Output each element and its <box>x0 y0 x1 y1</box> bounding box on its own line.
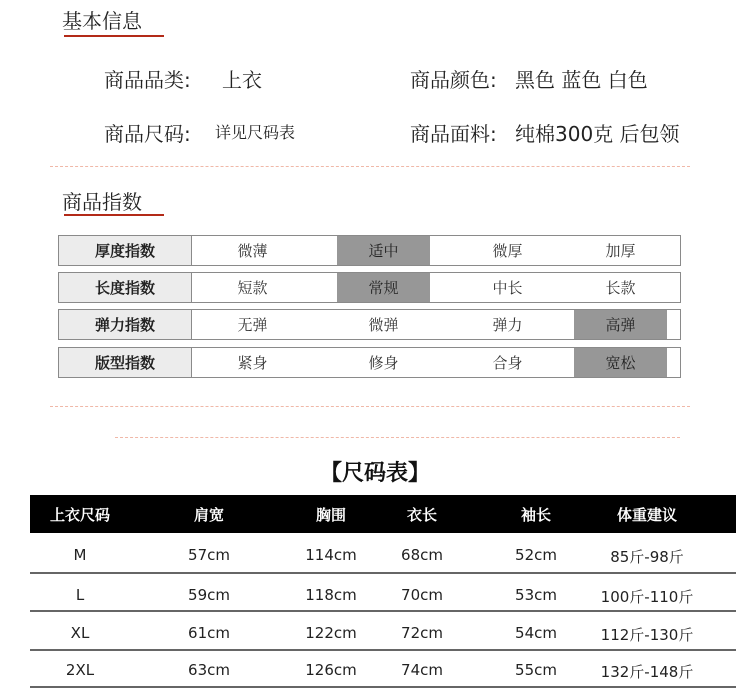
size-table-header-cell: 衣长 <box>406 506 438 524</box>
index-option: 弹力 <box>492 316 523 334</box>
size-table-cell: 70cm <box>401 586 443 604</box>
size-table-cell: 57cm <box>188 546 230 564</box>
size-table-size-cell: 2XL <box>65 661 95 679</box>
size-table-cell: 114cm <box>305 546 357 564</box>
size-table-cell: 126cm <box>305 661 357 679</box>
index-row-label: 厚度指数 <box>59 236 192 265</box>
index-option-selected: 宽松 <box>574 348 667 377</box>
size-table-cell: 74cm <box>401 661 443 679</box>
index-row <box>58 272 681 303</box>
size-table-cell: 122cm <box>305 624 357 642</box>
size-table-cell: 59cm <box>188 586 230 604</box>
section-divider <box>50 166 690 167</box>
size-value: 详见尺码表 <box>215 123 296 142</box>
fabric-value: 纯棉300克 后包领 <box>515 122 680 146</box>
index-option-selected: 高弹 <box>574 310 667 339</box>
index-option: 短款 <box>237 279 268 297</box>
size-table-cell: 53cm <box>515 586 557 604</box>
index-option: 长款 <box>605 279 636 297</box>
size-table-header-cell: 上衣尺码 <box>49 506 111 524</box>
category-label: 商品品类: <box>104 68 191 92</box>
size-table-title: 【尺码表】 <box>320 461 431 486</box>
size-table-row-divider <box>30 610 736 612</box>
section-divider <box>50 406 690 407</box>
size-table-cell: 132斤-148斤 <box>600 663 694 681</box>
size-table-size-cell: M <box>73 546 87 564</box>
size-table-row-divider <box>30 572 736 574</box>
index-option: 修身 <box>368 354 399 372</box>
size-table-cell: 54cm <box>515 624 557 642</box>
index-option: 微厚 <box>492 242 523 260</box>
size-table-cell: 72cm <box>401 624 443 642</box>
index-option-selected: 常规 <box>337 273 430 302</box>
index-option: 加厚 <box>605 242 636 260</box>
basic-info-title: 基本信息 <box>62 9 142 33</box>
index-option-selected: 适中 <box>337 236 430 265</box>
product-index-underline <box>64 214 164 216</box>
color-label: 商品颜色: <box>410 68 497 92</box>
index-row-label: 长度指数 <box>59 273 192 302</box>
size-table-cell: 85斤-98斤 <box>610 548 684 566</box>
index-option: 无弹 <box>237 316 268 334</box>
size-table-header-cell: 肩宽 <box>193 506 225 524</box>
size-table-cell: 100斤-110斤 <box>600 588 694 606</box>
size-table-cell: 118cm <box>305 586 357 604</box>
index-option: 微薄 <box>237 242 268 260</box>
index-row <box>58 347 681 378</box>
index-row-label: 版型指数 <box>59 348 192 377</box>
category-value: 上衣 <box>222 68 262 92</box>
size-table-size-cell: XL <box>70 624 90 642</box>
size-label: 商品尺码: <box>104 122 191 146</box>
size-table-header-cell: 体重建议 <box>616 506 678 524</box>
size-table-cell: 112斤-130斤 <box>600 626 694 644</box>
size-table-cell: 68cm <box>401 546 443 564</box>
index-option: 微弹 <box>368 316 399 334</box>
product-index-title: 商品指数 <box>62 190 142 214</box>
index-row-label: 弹力指数 <box>59 310 192 339</box>
fabric-label: 商品面料: <box>410 122 497 146</box>
index-option: 紧身 <box>237 354 268 372</box>
section-divider <box>115 437 680 438</box>
size-table-header-cell: 胸围 <box>315 506 347 524</box>
index-option: 合身 <box>492 354 523 372</box>
index-option: 中长 <box>492 279 523 297</box>
size-table-cell: 63cm <box>188 661 230 679</box>
size-table-row-divider <box>30 686 736 688</box>
size-table-header-cell: 袖长 <box>520 506 552 524</box>
size-table-cell: 52cm <box>515 546 557 564</box>
color-value: 黑色 蓝色 白色 <box>515 68 648 92</box>
index-row <box>58 235 681 266</box>
size-table-size-cell: L <box>75 586 85 604</box>
size-table-row-divider <box>30 649 736 651</box>
basic-info-underline <box>64 35 164 37</box>
size-table-cell: 55cm <box>515 661 557 679</box>
index-row <box>58 309 681 340</box>
size-table-cell: 61cm <box>188 624 230 642</box>
